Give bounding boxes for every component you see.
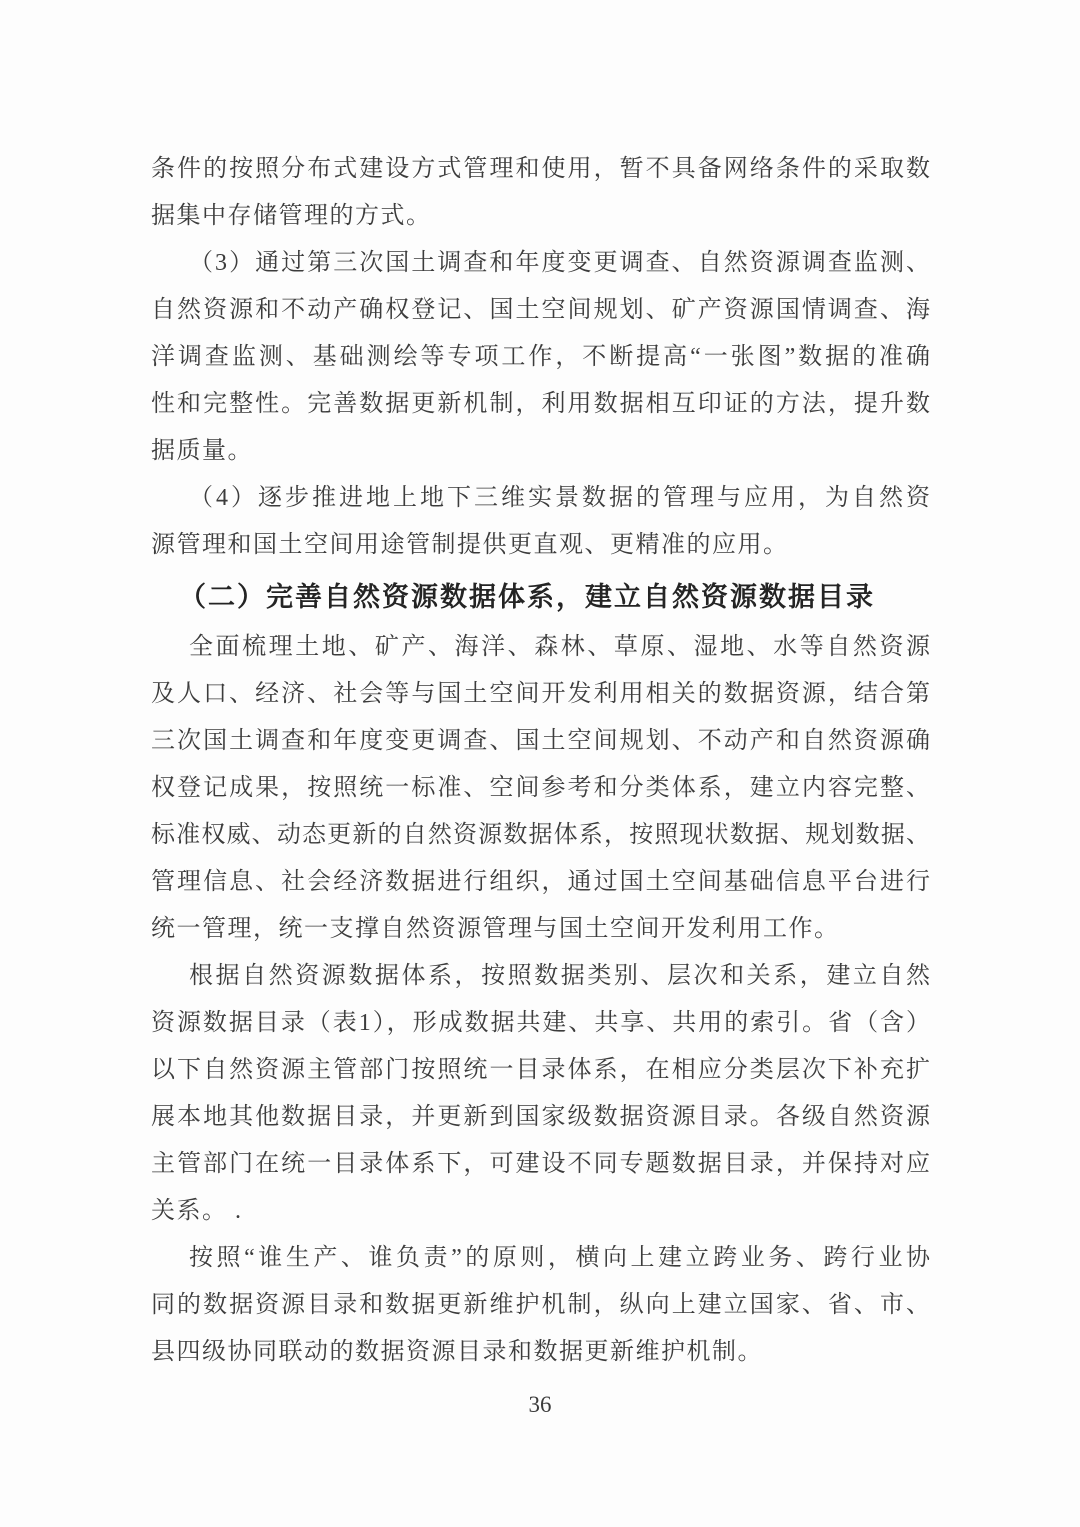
text-line: 以下自然资源主管部门按照统一目录体系，在相应分类层次下补充扩 — [151, 1057, 930, 1083]
text-line: 主管部门在统一目录体系下，可建设不同专题数据目录，并保持对应 — [151, 1151, 930, 1177]
text-line: 县四级协同联动的数据资源目录和数据更新维护机制。 — [151, 1339, 763, 1365]
text-line: 标准权威、动态更新的自然资源数据体系，按照现状数据、规划数据、 — [151, 822, 930, 848]
text-line: 自然资源和不动产确权登记、国土空间规划、矿产资源国情调查、海 — [151, 297, 930, 323]
document-body — [151, 146, 930, 1376]
page-number: 36 — [528, 1392, 552, 1417]
text-line: （3）通过第三次国土调查和年度变更调查、自然资源调查监测、 — [189, 250, 930, 276]
text-line: 权登记成果，按照统一标准、空间参考和分类体系，建立内容完整、 — [151, 775, 930, 801]
paragraph — [151, 146, 930, 240]
text-line: 条件的按照分布式建设方式管理和使用，暂不具备网络条件的采取数 — [151, 156, 930, 182]
text-line: 及人口、经济、社会等与国土空间开发利用相关的数据资源，结合第 — [151, 681, 930, 707]
text-line: 三次国土调查和年度变更调查、国土空间规划、不动产和自然资源确 — [151, 728, 930, 754]
text-line: 展本地其他数据目录，并更新到国家级数据资源目录。各级自然资源 — [151, 1104, 930, 1130]
text-line: 性和完整性。完善数据更新机制，利用数据相互印证的方法，提升数 — [151, 391, 930, 417]
text-line: 关系。 . — [151, 1198, 243, 1224]
paragraph — [151, 624, 930, 953]
text-line: （二）完善自然资源数据体系，建立自然资源数据目录 — [179, 582, 875, 612]
paragraph — [151, 1235, 930, 1376]
page-footer — [0, 1392, 1080, 1418]
text-line: 据质量。 — [151, 438, 253, 464]
text-line: 管理信息、社会经济数据进行组织，通过国土空间基础信息平台进行 — [151, 869, 930, 895]
text-line: 全面梳理土地、矿产、海洋、森林、草原、湿地、水等自然资源 — [189, 634, 930, 660]
paragraph — [151, 475, 930, 569]
text-line: 统一管理，统一支撑自然资源管理与国土空间开发利用工作。 — [151, 916, 840, 942]
text-line: （4）逐步推进地上地下三维实景数据的管理与应用，为自然资 — [189, 485, 930, 511]
text-line: 据集中存储管理的方式。 — [151, 203, 432, 229]
text-line: 洋调查监测、基础测绘等专项工作，不断提高“一张图”数据的准确 — [151, 344, 930, 370]
text-line: 根据自然资源数据体系，按照数据类别、层次和关系，建立自然 — [189, 963, 930, 989]
paragraph — [151, 240, 930, 475]
text-line: 同的数据资源目录和数据更新维护机制，纵向上建立国家、省、市、 — [151, 1292, 930, 1318]
text-line: 按照“谁生产、谁负责”的原则，横向上建立跨业务、跨行业协 — [189, 1245, 930, 1271]
section-heading — [151, 574, 930, 621]
text-line: 资源数据目录（表1），形成数据共建、共享、共用的索引。省（含） — [151, 1010, 930, 1036]
paragraph — [151, 953, 930, 1235]
text-line: 源管理和国土空间用途管制提供更直观、更精准的应用。 — [151, 532, 789, 558]
